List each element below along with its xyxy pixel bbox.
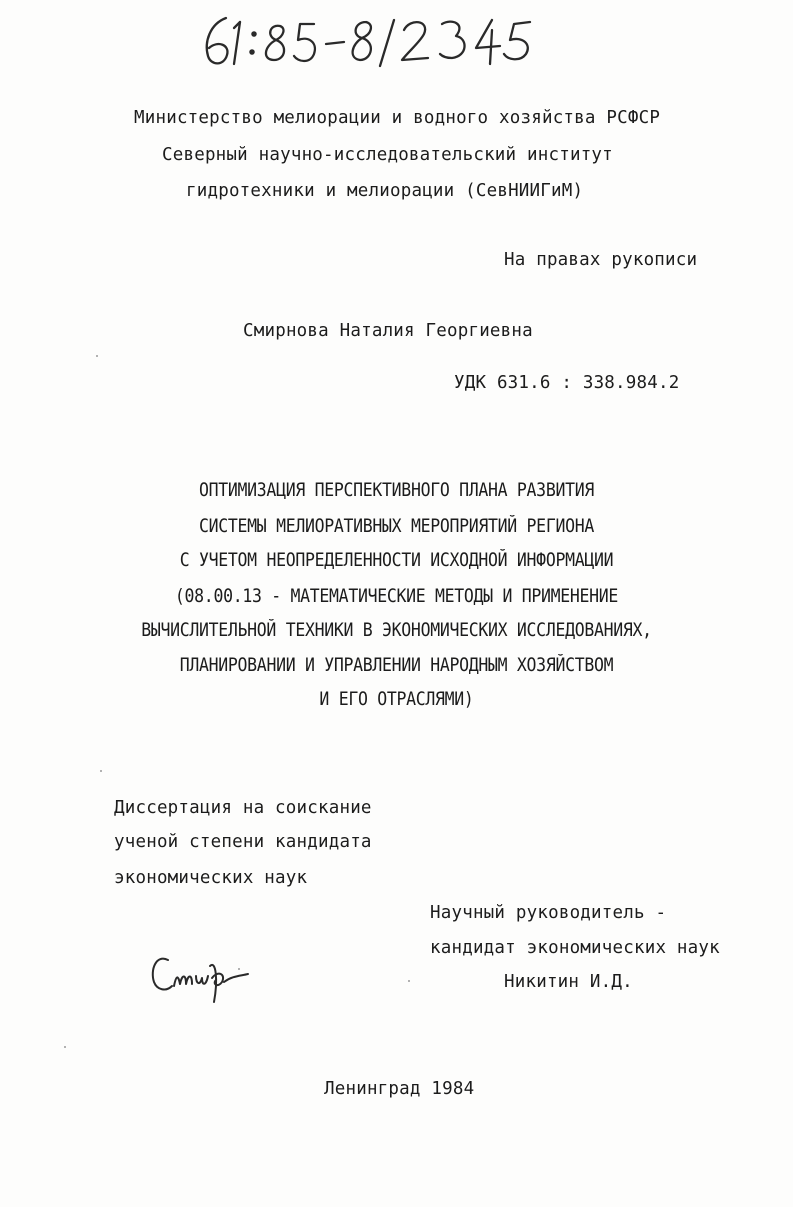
thesis-title-line-2: СИСТЕМЫ МЕЛИОРАТИВНЫХ МЕРОПРИЯТИЙ РЕГИОНА	[199, 515, 594, 537]
place-and-year: Ленинград 1984	[324, 1079, 475, 1099]
author-name: Смирнова Наталия Георгиевна	[243, 321, 533, 341]
thesis-title-line-7: И ЕГО ОТРАСЛЯМИ)	[319, 688, 474, 710]
manuscript-note: На правах рукописи	[504, 250, 698, 270]
thesis-title-line-4: (08.00.13 - МАТЕМАТИЧЕСКИЕ МЕТОДЫ И ПРИМЕНЕНИЕ	[174, 585, 619, 607]
scan-speck	[64, 1046, 66, 1048]
supervisor-line-2: кандидат экономических наук	[430, 938, 720, 958]
thesis-title-line-6: ПЛАНИРОВАНИИ И УПРАВЛЕНИИ НАРОДНЫМ ХОЗЯЙСТВОМ	[179, 654, 614, 676]
institution-line-2: Северный научно-исследовательский институт	[162, 145, 613, 165]
supervisor-line-3: Никитин И.Д.	[504, 972, 633, 992]
udc-code: УДК 631.6 : 338.984.2	[454, 373, 680, 393]
thesis-title-line-5: ВЫЧИСЛИТЕЛЬНОЙ ТЕХНИКИ В ЭКОНОМИЧЕСКИХ ИССЛЕДОВАНИЯХ,	[141, 619, 652, 641]
scan-speck	[408, 980, 410, 982]
institution-line-3: гидротехники и мелиорации (СевНИИГиМ)	[186, 181, 584, 201]
scan-speck	[100, 770, 102, 772]
signature-handwritten	[146, 940, 256, 1010]
institution-line-1: Министерство мелиорации и водного хозяйства РСФСР	[134, 108, 661, 128]
thesis-title-line-3: С УЧЕТОМ НЕОПРЕДЕЛЕННОСТИ ИСХОДНОЙ ИНФОРМАЦИИ	[179, 549, 614, 571]
supervisor-line-1: Научный руководитель -	[430, 903, 667, 923]
scan-speck	[96, 355, 98, 357]
archive-number-handwritten	[196, 8, 536, 76]
degree-line-2: ученой степени кандидата	[114, 832, 372, 852]
scan-speck	[238, 968, 240, 970]
thesis-title-line-1: ОПТИМИЗАЦИЯ ПЕРСПЕКТИВНОГО ПЛАНА РАЗВИТИЯ	[199, 479, 594, 501]
degree-line-3: экономических наук	[114, 868, 308, 888]
degree-line-1: Диссертация на соискание	[114, 798, 372, 818]
